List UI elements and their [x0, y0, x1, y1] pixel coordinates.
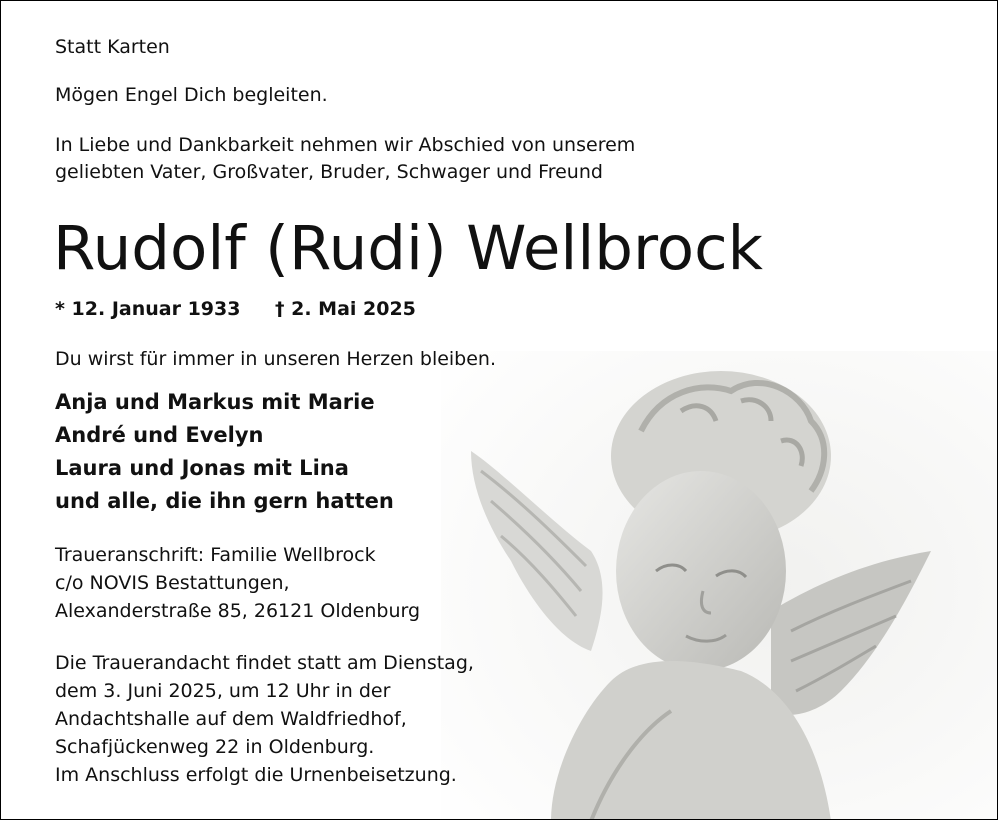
mourner-line: Laura und Jonas mit Lina — [55, 456, 349, 480]
mourner-line: und alle, die ihn gern hatten — [55, 489, 394, 513]
mourner-line: André und Evelyn — [55, 423, 264, 447]
service-line: Im Anschluss erfolgt die Urnenbeisetzung. — [55, 764, 457, 786]
address-line: Alexanderstraße 85, 26121 Oldenburg — [55, 600, 421, 622]
statt-karten-text: Statt Karten — [55, 36, 170, 58]
service-line: dem 3. Juni 2025, um 12 Uhr in der — [55, 680, 391, 702]
angel-statue-image — [441, 351, 998, 820]
address-line: Traueranschrift: Familie Wellbrock — [55, 544, 376, 566]
intro-line-2: geliebten Vater, Großvater, Bruder, Schwager und Freund — [55, 161, 603, 183]
deceased-name: Rudolf (Rudi) Wellbrock — [53, 213, 763, 284]
death-date: † 2. Mai 2025 — [275, 298, 416, 320]
address-line: c/o NOVIS Bestattungen, — [55, 572, 290, 594]
motto-text: Mögen Engel Dich begleiten. — [55, 84, 328, 106]
service-line: Andachtshalle auf dem Waldfriedhof, — [55, 708, 407, 730]
intro-line-1: In Liebe und Dankbarkeit nehmen wir Abschied von unserem — [55, 134, 636, 156]
farewell-text: Du wirst für immer in unseren Herzen bleiben. — [55, 348, 497, 370]
service-line: Schafjückenweg 22 in Oldenburg. — [55, 736, 375, 758]
mourner-line: Anja und Markus mit Marie — [55, 390, 375, 414]
service-line: Die Trauerandacht findet statt am Dienstag, — [55, 652, 474, 674]
birth-date: * 12. Januar 1933 — [55, 298, 241, 320]
